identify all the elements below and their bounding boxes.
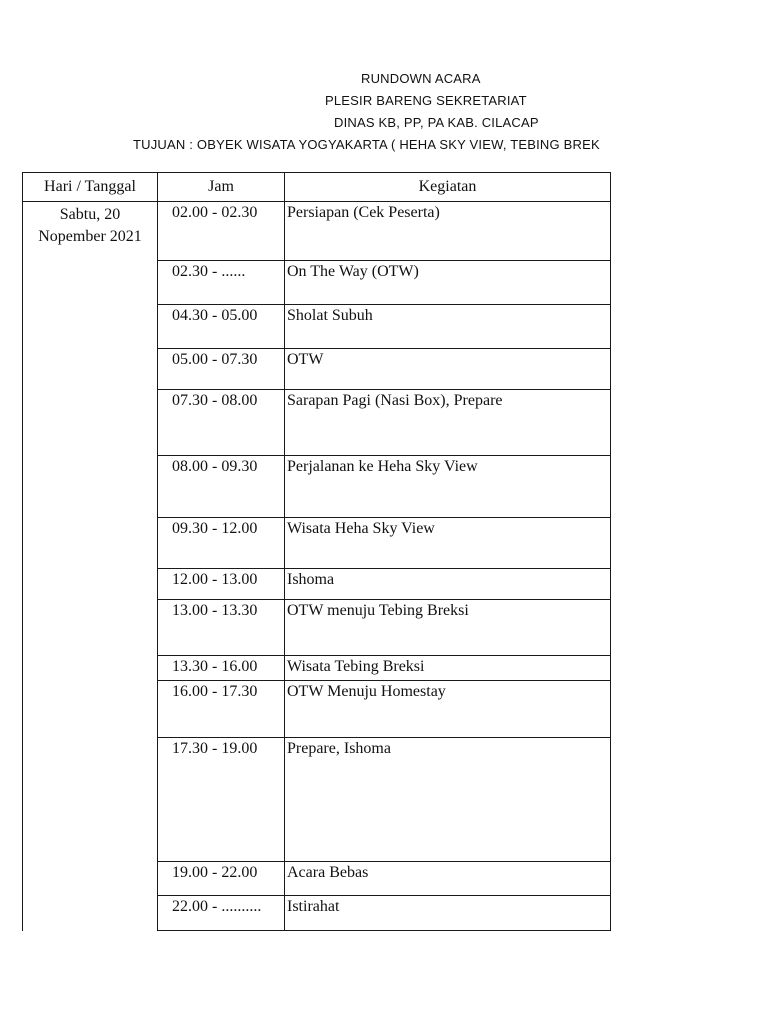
time-cell: 16.00 - 17.30 <box>158 681 285 738</box>
day-date-cell <box>23 202 158 931</box>
column-header-day: Hari / Tanggal <box>23 173 158 202</box>
activity-cell: OTW menuju Tebing Breksi <box>285 600 611 656</box>
time-cell: 17.30 - 19.00 <box>158 738 285 862</box>
column-header-activity: Kegiatan <box>285 173 611 202</box>
activity-cell: Wisata Tebing Breksi <box>285 656 611 681</box>
time-cell: 08.00 - 09.30 <box>158 456 285 518</box>
activity-cell: Istirahat <box>285 896 611 931</box>
time-cell: 02.30 - ...... <box>158 261 285 305</box>
document-title: RUNDOWN ACARA <box>361 71 481 86</box>
time-cell: 04.30 - 05.00 <box>158 305 285 349</box>
office-name: DINAS KB, PP, PA KAB. CILACAP <box>334 115 539 130</box>
time-cell: 13.00 - 13.30 <box>158 600 285 656</box>
activity-cell: Sholat Subuh <box>285 305 611 349</box>
day-name: Sabtu, 20 <box>59 206 121 223</box>
activity-cell: Ishoma <box>285 569 611 600</box>
time-cell: 19.00 - 22.00 <box>158 862 285 896</box>
time-cell: 13.30 - 16.00 <box>158 656 285 681</box>
time-cell: 07.30 - 08.00 <box>158 390 285 456</box>
time-cell: 12.00 - 13.00 <box>158 569 285 600</box>
activity-cell: OTW Menuju Homestay <box>285 681 611 738</box>
column-header-time: Jam <box>158 173 285 202</box>
activity-cell: Sarapan Pagi (Nasi Box), Prepare <box>285 390 611 456</box>
rundown-table <box>22 172 611 931</box>
activity-cell: Perjalanan ke Heha Sky View <box>285 456 611 518</box>
table-row <box>23 202 611 261</box>
day-date: Nopember 2021 <box>38 228 142 245</box>
destination-line: TUJUAN : OBYEK WISATA YOGYAKARTA ( HEHA SKY VIEW, TEBING BREK <box>133 137 600 152</box>
time-cell: 02.00 - 02.30 <box>158 202 285 261</box>
document-subtitle: PLESIR BARENG SEKRETARIAT <box>325 93 527 108</box>
time-cell: 09.30 - 12.00 <box>158 518 285 569</box>
time-cell: 22.00 - .......... <box>158 896 285 931</box>
activity-cell: Persiapan (Cek Peserta) <box>285 202 611 261</box>
activity-cell: On The Way (OTW) <box>285 261 611 305</box>
time-cell: 05.00 - 07.30 <box>158 349 285 390</box>
activity-cell: Prepare, Ishoma <box>285 738 611 862</box>
activity-cell: OTW <box>285 349 611 390</box>
table-header-row <box>23 173 611 202</box>
activity-cell: Wisata Heha Sky View <box>285 518 611 569</box>
activity-cell: Acara Bebas <box>285 862 611 896</box>
